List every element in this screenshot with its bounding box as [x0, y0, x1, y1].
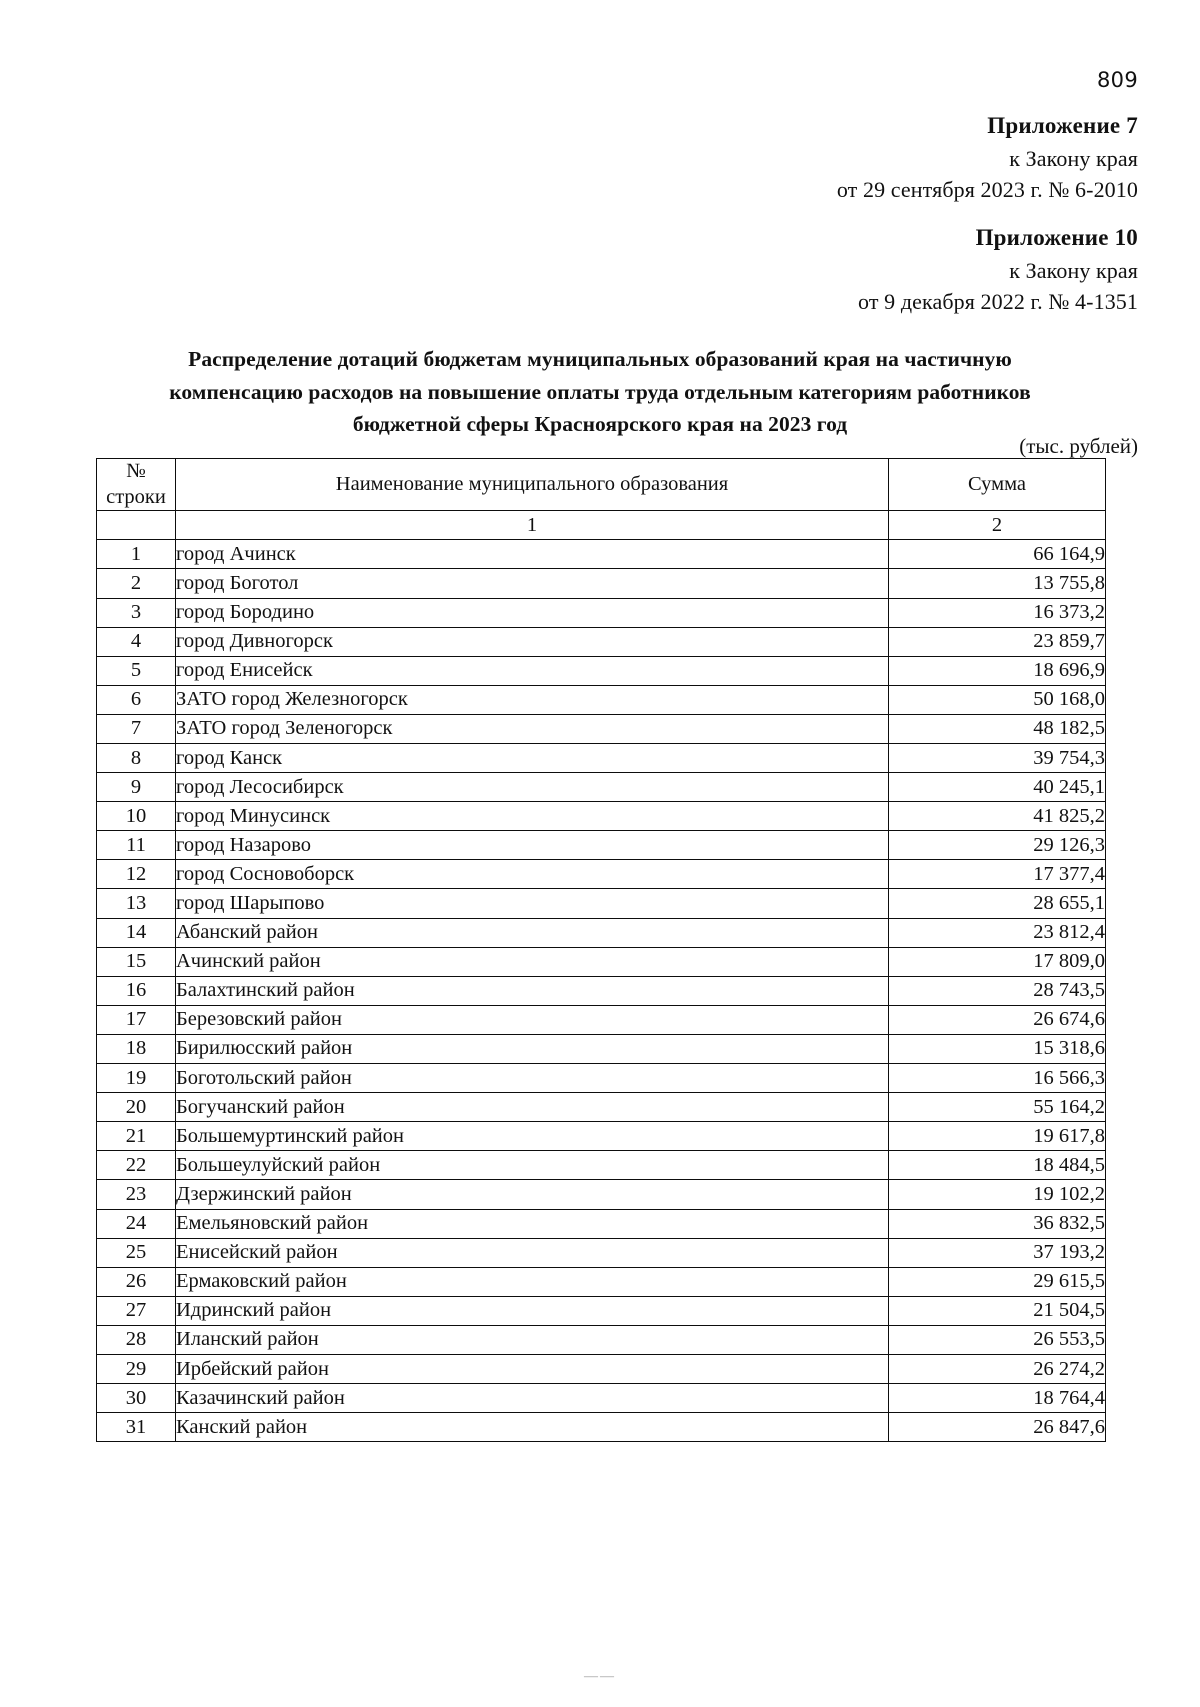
- row-number-cell: 2: [97, 569, 176, 598]
- table-row: [97, 1122, 1106, 1151]
- appendix-1-date-line: от 29 сентября 2023 г. № 6-2010: [836, 176, 1138, 202]
- table-row: [97, 976, 1106, 1005]
- municipality-name-cell: Балахтинский район: [176, 976, 889, 1005]
- table-row: [97, 598, 1106, 627]
- municipality-name-cell: город Канск: [176, 744, 889, 773]
- row-number-cell: 1: [97, 540, 176, 569]
- row-number-cell: 20: [97, 1093, 176, 1122]
- row-number-cell: 13: [97, 889, 176, 918]
- sum-value-cell: 18 696,9: [889, 656, 1106, 685]
- municipality-name-cell: Иланский район: [176, 1325, 889, 1354]
- municipality-name-cell: город Ачинск: [176, 540, 889, 569]
- table-row: [97, 802, 1106, 831]
- row-number-cell: 11: [97, 831, 176, 860]
- row-number-cell: 21: [97, 1122, 176, 1151]
- table-row: [97, 1354, 1106, 1383]
- row-number-cell: 4: [97, 627, 176, 656]
- municipality-name-cell: Большемуртинский район: [176, 1122, 889, 1151]
- table-row: [97, 1005, 1106, 1034]
- bottom-page-marker: ——: [584, 1669, 616, 1684]
- column-header-row-number: [97, 459, 176, 511]
- municipality-name-cell: Канский район: [176, 1413, 889, 1442]
- municipality-name-cell: Большеулуйский район: [176, 1151, 889, 1180]
- municipality-name-cell: Идринский район: [176, 1296, 889, 1325]
- table-row: [97, 1238, 1106, 1267]
- row-number-cell: 12: [97, 860, 176, 889]
- allocation-table-container: [96, 458, 1105, 1442]
- page-title-line-2: компенсацию расходов на повышение оплаты труда отдельным категориям работников: [169, 379, 1031, 404]
- municipality-name-cell: Богучанский район: [176, 1093, 889, 1122]
- allocation-table: [96, 458, 1106, 1442]
- appendix-2-date-line: от 9 декабря 2022 г. № 4-1351: [858, 288, 1138, 314]
- units-note: (тыс. рублей): [1019, 434, 1138, 458]
- sum-value-cell: 19 102,2: [889, 1180, 1106, 1209]
- table-row: [97, 947, 1106, 976]
- table-row: [97, 831, 1106, 860]
- table-row: [97, 1384, 1106, 1413]
- table-row: [97, 685, 1106, 714]
- sum-value-cell: 55 164,2: [889, 1093, 1106, 1122]
- row-number-cell: 9: [97, 773, 176, 802]
- table-header-row: [97, 459, 1106, 511]
- table-row: [97, 627, 1106, 656]
- table-row: [97, 714, 1106, 743]
- municipality-name-cell: город Боготол: [176, 569, 889, 598]
- column-header-municipality: Наименование муниципального образования: [176, 459, 889, 511]
- row-number-cell: 5: [97, 656, 176, 685]
- table-row: [97, 918, 1106, 947]
- table-row: [97, 569, 1106, 598]
- sum-value-cell: 17 377,4: [889, 860, 1106, 889]
- sum-value-cell: 41 825,2: [889, 802, 1106, 831]
- table-row: [97, 1267, 1106, 1296]
- table-row: [97, 1180, 1106, 1209]
- appendix-1-title: Приложение 7: [987, 113, 1138, 138]
- sum-value-cell: 36 832,5: [889, 1209, 1106, 1238]
- municipality-name-cell: город Назарово: [176, 831, 889, 860]
- row-number-cell: 8: [97, 744, 176, 773]
- municipality-name-cell: город Енисейск: [176, 656, 889, 685]
- sum-value-cell: 26 274,2: [889, 1354, 1106, 1383]
- appendix-reference-1: [837, 110, 1138, 205]
- municipality-name-cell: Ирбейский район: [176, 1354, 889, 1383]
- municipality-name-cell: город Дивногорск: [176, 627, 889, 656]
- column-index-row: [97, 511, 1106, 540]
- row-number-cell: 3: [97, 598, 176, 627]
- sum-value-cell: 18 764,4: [889, 1384, 1106, 1413]
- column-header-row-number-line1: №: [126, 460, 146, 482]
- table-row: [97, 1151, 1106, 1180]
- table-row: [97, 1093, 1106, 1122]
- municipality-name-cell: Бирилюсский район: [176, 1034, 889, 1063]
- sum-value-cell: 16 566,3: [889, 1064, 1106, 1093]
- sum-value-cell: 21 504,5: [889, 1296, 1106, 1325]
- municipality-name-cell: Дзержинский район: [176, 1180, 889, 1209]
- column-index-blank: [97, 511, 176, 540]
- municipality-name-cell: город Бородино: [176, 598, 889, 627]
- sum-value-cell: 23 859,7: [889, 627, 1106, 656]
- row-number-cell: 29: [97, 1354, 176, 1383]
- table-row: [97, 773, 1106, 802]
- sum-value-cell: 28 743,5: [889, 976, 1106, 1005]
- sum-value-cell: 13 755,8: [889, 569, 1106, 598]
- row-number-cell: 25: [97, 1238, 176, 1267]
- municipality-name-cell: город Шарыпово: [176, 889, 889, 918]
- table-row: [97, 1413, 1106, 1442]
- row-number-cell: 22: [97, 1151, 176, 1180]
- sum-value-cell: 50 168,0: [889, 685, 1106, 714]
- row-number-cell: 26: [97, 1267, 176, 1296]
- page-title: [96, 343, 1104, 441]
- row-number-cell: 27: [97, 1296, 176, 1325]
- municipality-name-cell: город Минусинск: [176, 802, 889, 831]
- page-title-line-3: бюджетной сферы Красноярского края на 2023 год: [352, 412, 848, 437]
- sum-value-cell: 26 674,6: [889, 1005, 1106, 1034]
- row-number-cell: 28: [97, 1325, 176, 1354]
- page-number: 809: [1097, 68, 1138, 92]
- row-number-cell: 31: [97, 1413, 176, 1442]
- sum-value-cell: 26 847,6: [889, 1413, 1106, 1442]
- sum-value-cell: 39 754,3: [889, 744, 1106, 773]
- sum-value-cell: 40 245,1: [889, 773, 1106, 802]
- table-row: [97, 860, 1106, 889]
- municipality-name-cell: Березовский район: [176, 1005, 889, 1034]
- column-header-row-number-line2: строки: [106, 485, 166, 508]
- table-row: [97, 1325, 1106, 1354]
- row-number-cell: 18: [97, 1034, 176, 1063]
- municipality-name-cell: Боготольский район: [176, 1064, 889, 1093]
- municipality-name-cell: Ермаковский район: [176, 1267, 889, 1296]
- row-number-cell: 10: [97, 802, 176, 831]
- sum-value-cell: 37 193,2: [889, 1238, 1106, 1267]
- table-body: [97, 540, 1106, 1442]
- sum-value-cell: 16 373,2: [889, 598, 1106, 627]
- row-number-cell: 19: [97, 1064, 176, 1093]
- table-header: [97, 459, 1106, 540]
- table-row: [97, 1209, 1106, 1238]
- sum-value-cell: 48 182,5: [889, 714, 1106, 743]
- sum-value-cell: 17 809,0: [889, 947, 1106, 976]
- table-row: [97, 1064, 1106, 1093]
- sum-value-cell: 15 318,6: [889, 1034, 1106, 1063]
- sum-value-cell: 18 484,5: [889, 1151, 1106, 1180]
- row-number-cell: 7: [97, 714, 176, 743]
- row-number-cell: 6: [97, 685, 176, 714]
- sum-value-cell: 29 126,3: [889, 831, 1106, 860]
- sum-value-cell: 26 553,5: [889, 1325, 1106, 1354]
- row-number-cell: 16: [97, 976, 176, 1005]
- appendix-1-law-line: к Закону края: [1009, 145, 1138, 171]
- table-row: [97, 656, 1106, 685]
- column-header-sum: Сумма: [889, 459, 1106, 511]
- table-row: [97, 1034, 1106, 1063]
- municipality-name-cell: Абанский район: [176, 918, 889, 947]
- table-row: [97, 1296, 1106, 1325]
- sum-value-cell: 29 615,5: [889, 1267, 1106, 1296]
- municipality-name-cell: ЗАТО город Зеленогорск: [176, 714, 889, 743]
- appendix-reference-2: [858, 222, 1138, 317]
- row-number-cell: 15: [97, 947, 176, 976]
- sum-value-cell: 66 164,9: [889, 540, 1106, 569]
- row-number-cell: 17: [97, 1005, 176, 1034]
- municipality-name-cell: Ачинский район: [176, 947, 889, 976]
- municipality-name-cell: город Сосновоборск: [176, 860, 889, 889]
- municipality-name-cell: Емельяновский район: [176, 1209, 889, 1238]
- sum-value-cell: 19 617,8: [889, 1122, 1106, 1151]
- row-number-cell: 14: [97, 918, 176, 947]
- row-number-cell: 24: [97, 1209, 176, 1238]
- column-index-1: 1: [176, 511, 889, 540]
- municipality-name-cell: город Лесосибирск: [176, 773, 889, 802]
- municipality-name-cell: ЗАТО город Железногорск: [176, 685, 889, 714]
- table-row: [97, 889, 1106, 918]
- row-number-cell: 23: [97, 1180, 176, 1209]
- municipality-name-cell: Енисейский район: [176, 1238, 889, 1267]
- appendix-2-title: Приложение 10: [975, 225, 1138, 250]
- page-title-line-1: Распределение дотаций бюджетам муниципальных образований края на частичную: [188, 347, 1012, 371]
- table-row: [97, 744, 1106, 773]
- appendix-2-law-line: к Закону края: [1009, 257, 1138, 283]
- municipality-name-cell: Казачинский район: [176, 1384, 889, 1413]
- table-row: [97, 540, 1106, 569]
- row-number-cell: 30: [97, 1384, 176, 1413]
- sum-value-cell: 23 812,4: [889, 918, 1106, 947]
- sum-value-cell: 28 655,1: [889, 889, 1106, 918]
- column-index-2: 2: [889, 511, 1106, 540]
